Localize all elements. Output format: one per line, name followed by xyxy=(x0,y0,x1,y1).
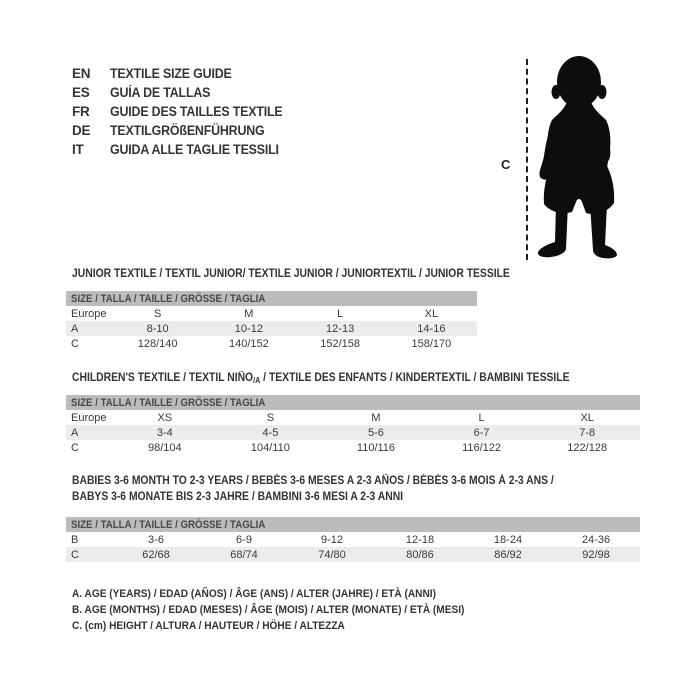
table-cell: 140/152 xyxy=(228,337,269,350)
note-b: B. AGE (MONTHS) / EDAD (MESES) / ÂGE (MOIS) / ALTER (MONATE) / ETÀ (MESI) xyxy=(72,604,465,616)
table-header-row xyxy=(66,291,477,306)
lang-row-es xyxy=(72,83,298,102)
table-row xyxy=(66,532,640,547)
row-label: Europe xyxy=(71,307,107,320)
row-label: A xyxy=(66,321,112,336)
table-cell: 6-7 xyxy=(429,425,535,440)
lang-code: DE xyxy=(72,123,91,138)
table-cell: S xyxy=(153,307,162,320)
table-cell: 128/140 xyxy=(137,337,178,350)
babies-table-title xyxy=(72,473,554,505)
table-cell: 24-36 xyxy=(581,533,611,546)
lang-text: TEXTILGRÖßENFÜHRUNG xyxy=(110,123,265,138)
table-cell: 116/122 xyxy=(462,441,502,454)
table-row xyxy=(66,410,640,425)
row-label: C xyxy=(71,337,79,350)
lang-row-de xyxy=(72,121,298,140)
children-size-table xyxy=(66,395,640,455)
lang-code: ES xyxy=(72,85,90,100)
table-header-cell: SIZE / TALLA / TAILLE / GRÖSSE / TAGLIA xyxy=(66,395,640,410)
table-cell: 12-18 xyxy=(405,533,435,546)
table-cell: 12-13 xyxy=(295,321,386,336)
legend-notes xyxy=(72,586,499,634)
table-cell: M xyxy=(244,307,254,320)
children-table-title: CHILDREN'S TEXTILE / TEXTIL $NIÑO_{/A}$ / TEXTILE DES ENFANTS / KINDERTEXTIL / BAMBINI TESSILE xyxy=(72,372,570,385)
table-cell: 74/80 xyxy=(288,547,376,562)
table-cell: 7-8 xyxy=(534,425,640,440)
table-cell: 86/92 xyxy=(464,547,552,562)
table-cell: 92/98 xyxy=(552,547,640,562)
table-row xyxy=(66,336,477,351)
table-cell: 104/110 xyxy=(250,441,290,454)
note-a: A. AGE (YEARS) / EDAD (AÑOS) / ÂGE (ANS) / ALTER (JAHRE) / ETÀ (ANNI) xyxy=(72,588,436,600)
table-cell: 3-4 xyxy=(112,425,218,440)
row-label: C xyxy=(66,547,112,562)
title-subscript: /A xyxy=(253,376,261,385)
table-cell: 68/74 xyxy=(200,547,288,562)
table-cell: L xyxy=(478,411,485,424)
note-c: C. (cm) HEIGHT / ALTURA / HAUTEUR / HÖHE / ALTEZZA xyxy=(72,620,345,632)
babies-size-table xyxy=(66,517,640,562)
language-legend xyxy=(72,64,298,159)
table-cell: XS xyxy=(157,411,173,424)
table-cell: 4-5 xyxy=(218,425,324,440)
table-row xyxy=(66,547,640,562)
height-dashed-line xyxy=(526,59,528,260)
babies-title-line1: BABIES 3-6 MONTH TO 2-3 YEARS / BEBÉS 3-6 MESES A 2-3 AÑOS / BÉBÉS 3-6 MOIS À 2-3 ANS / xyxy=(72,475,554,487)
lang-text: GUIDE DES TAILLES TEXTILE xyxy=(110,104,283,119)
table-cell: M xyxy=(371,411,381,424)
lang-code: EN xyxy=(72,66,91,81)
table-header-cell: SIZE / TALLA / TAILLE / GRÖSSE / TAGLIA xyxy=(66,291,477,306)
table-cell: 10-12 xyxy=(203,321,294,336)
lang-text: GUIDA ALLE TAGLIE TESSILI xyxy=(110,142,279,157)
table-cell: XL xyxy=(580,411,594,424)
table-cell: 98/104 xyxy=(147,441,182,454)
table-cell: 122/128 xyxy=(567,441,608,454)
height-measure-label: C xyxy=(501,157,511,172)
row-label: A xyxy=(66,425,112,440)
table-cell: 18-24 xyxy=(493,533,523,546)
row-label: B xyxy=(71,533,79,546)
table-header-row xyxy=(66,517,640,532)
lang-row-fr xyxy=(72,102,298,121)
table-header-row xyxy=(66,395,640,410)
babies-title-line2: BABYS 3-6 MONATE BIS 2-3 JAHRE / BAMBINI 3-6 MESI A 2-3 ANNI xyxy=(72,491,404,503)
table-cell: 158/170 xyxy=(411,337,452,350)
table-cell: 9-12 xyxy=(320,533,344,546)
table-row xyxy=(66,440,640,455)
table-cell: 6-9 xyxy=(236,533,252,546)
table-cell: XL xyxy=(424,307,439,320)
table-cell: 62/68 xyxy=(112,547,200,562)
table-cell: 80/86 xyxy=(376,547,464,562)
table-cell: 5-6 xyxy=(323,425,429,440)
table-row xyxy=(66,321,477,336)
table-cell: 152/158 xyxy=(320,337,360,350)
lang-code: FR xyxy=(72,104,90,119)
table-cell: S xyxy=(266,411,275,424)
lang-text: TEXTILE SIZE GUIDE xyxy=(110,66,232,81)
table-cell: 8-10 xyxy=(112,321,203,336)
table-cell: L xyxy=(337,307,344,320)
baby-silhouette-icon xyxy=(532,54,626,260)
table-cell: 14-16 xyxy=(386,321,477,336)
row-label: C xyxy=(71,441,79,454)
junior-size-table xyxy=(66,291,477,351)
table-header-cell: SIZE / TALLA / TAILLE / GRÖSSE / TAGLIA xyxy=(66,517,640,532)
lang-row-en xyxy=(72,64,298,83)
lang-code: IT xyxy=(72,142,84,157)
table-cell: 3-6 xyxy=(148,533,164,546)
row-label: Europe xyxy=(71,411,107,424)
lang-row-it xyxy=(72,140,298,159)
table-cell: 110/116 xyxy=(356,441,396,454)
lang-text: GUÍA DE TALLAS xyxy=(110,85,211,100)
junior-table-title: JUNIOR TEXTILE / TEXTIL JUNIOR/ TEXTILE JUNIOR / JUNIORTEXTIL / JUNIOR TESSILE xyxy=(72,268,510,280)
table-row xyxy=(66,306,477,321)
table-row xyxy=(66,425,640,440)
